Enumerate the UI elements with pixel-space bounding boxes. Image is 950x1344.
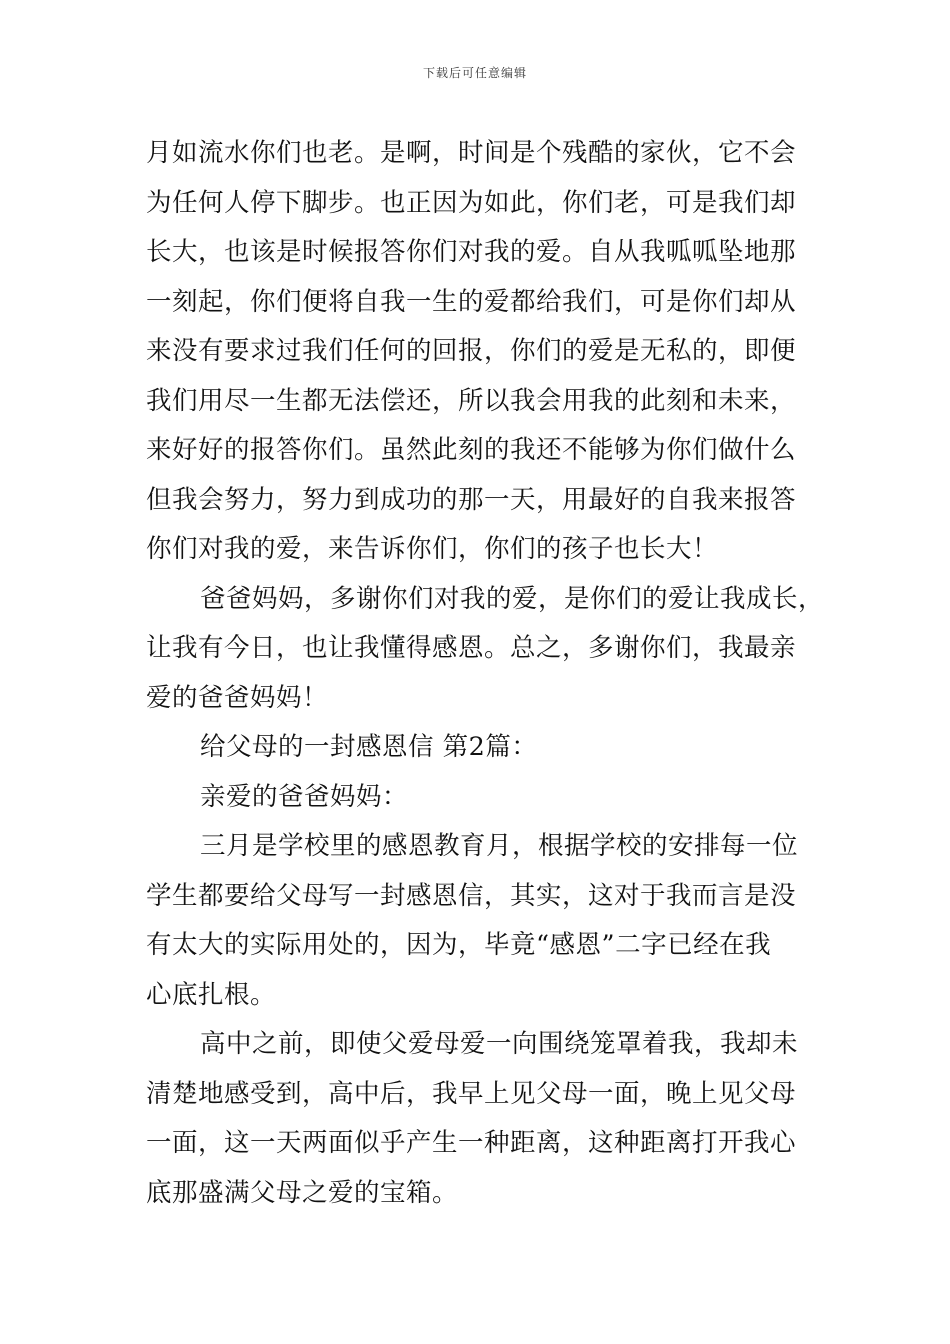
text-line: 月如流水你们也老。是啊，时间是个残酷的家伙，它不会 <box>146 138 797 168</box>
text-line: 来好好的报答你们。虽然此刻的我还不能够为你们做什么 <box>146 435 797 465</box>
text-line: 我们用尽一生都无法偿还，所以我会用我的此刻和未来， <box>146 385 797 416</box>
text-line: 高中之前，即使父爱母爱一向围绕笼罩着我，我却未 <box>200 1029 799 1059</box>
text-line: 一刻起，你们便将自我一生的爱都给我们，可是你们却从 <box>146 286 797 317</box>
text-line: 心底扎根。 <box>146 979 277 1010</box>
page-header: 下载后可任意编辑 <box>422 66 527 80</box>
text-line: 为任何人停下脚步。也正因为如此，你们老，可是我们却 <box>146 187 797 218</box>
text-line: 学生都要给父母写一封感恩信，其实，这对于我而言是没 <box>146 880 797 911</box>
text-line: 清楚地感受到，高中后，我早上见父母一面，晚上见父母 <box>146 1078 797 1109</box>
text-line: 一面，这一天两面似乎产生一种距离，这种距离打开我心 <box>146 1128 797 1158</box>
text-line: 爱的爸爸妈妈！ <box>146 682 329 713</box>
document-body <box>146 129 825 1218</box>
section-heading: 给父母的一封感恩信 第2篇： <box>200 732 538 762</box>
text-line: 长大，也该是时候报答你们对我的爱。自从我呱呱坠地那 <box>146 237 797 267</box>
text-line: 爸爸妈妈，多谢你们对我的爱，是你们的爱让我成长， <box>200 583 825 614</box>
text-line: 来没有要求过我们任何的回报，你们的爱是无私的，即便 <box>146 336 797 366</box>
text-line: 底那盛满父母之爱的宝箱。 <box>146 1177 459 1208</box>
text-line: 你们对我的爱，来告诉你们，你们的孩子也长大！ <box>146 534 719 564</box>
text-line: 三月是学校里的感恩教育月，根据学校的安排每一位 <box>200 831 799 861</box>
text-line: 让我有今日，也让我懂得感恩。总之，多谢你们，我最亲 <box>146 633 797 663</box>
text-line: 但我会努力，努力到成功的那一天，用最好的自我来报答 <box>146 484 797 515</box>
text-line: 有太大的实际用处的，因为，毕竟“感恩”二字已经在我 <box>146 930 772 960</box>
salutation: 亲爱的爸爸妈妈： <box>200 781 409 812</box>
